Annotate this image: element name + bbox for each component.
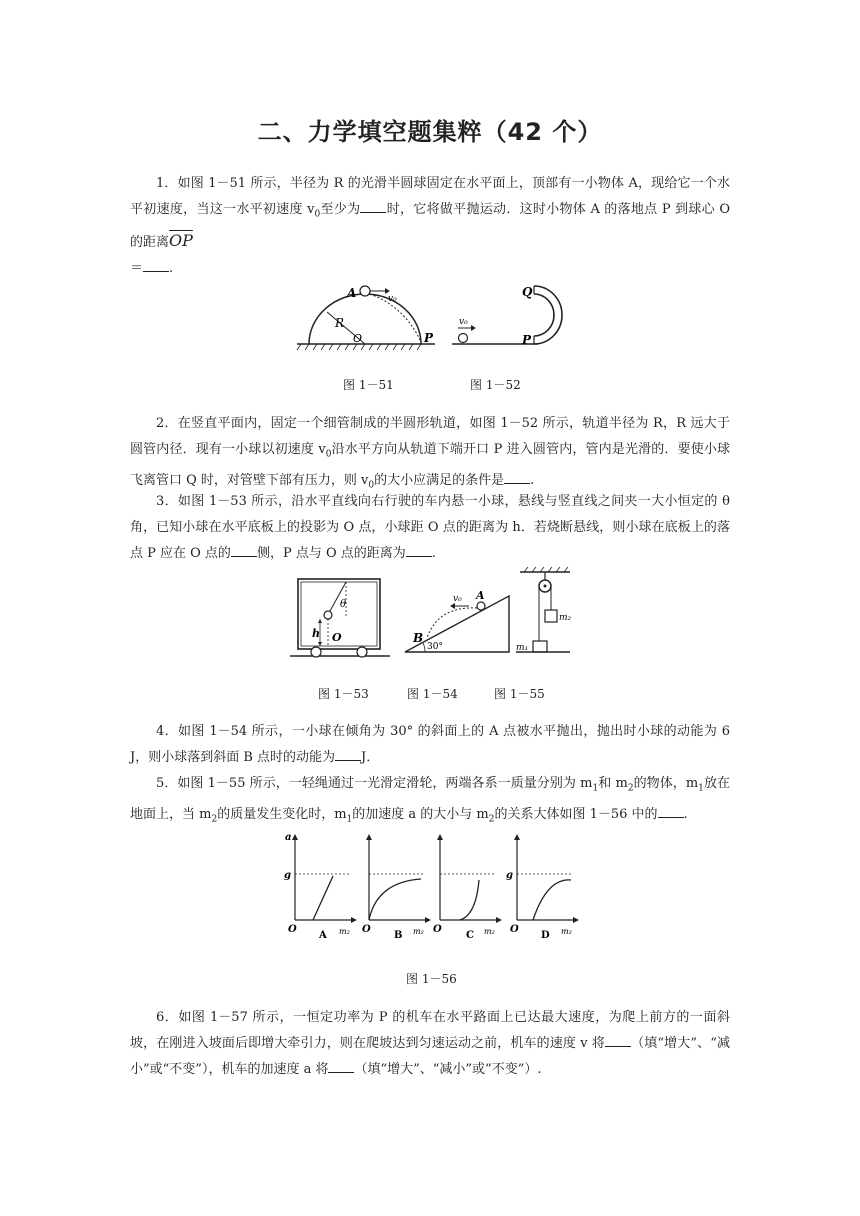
op-symbol: $\overline{OP}$ xyxy=(169,230,193,250)
answer-blank[interactable] xyxy=(335,748,361,761)
axis-a-label: a xyxy=(285,832,292,843)
origin-label: O xyxy=(433,924,442,935)
label-a: A xyxy=(476,589,485,602)
caption-1-54: 图 1－54 xyxy=(407,687,458,701)
label-h: h xyxy=(312,627,320,640)
caption-1-56: 图 1－56 xyxy=(406,972,457,986)
answer-blank[interactable] xyxy=(143,259,169,272)
page-title: 二、力学填空题集粹（42 个） xyxy=(257,118,603,146)
question-3: 3．如图 1－53 所示，沿水平直线向右行驶的车内悬一小球，悬线与竖直线之间夹一大小恒定的 θ 角，已知小球在水平底板上的投影为 O 点，小球距 O 点的距离为 h．若烧断悬线，则小球在底板上的落点 P 应在 O 点的 侧，P 点与 O 点的距离为 . xyxy=(130,494,730,561)
figure-1-52 xyxy=(450,280,580,350)
label-p: P xyxy=(522,333,532,347)
label-m1: m₁ xyxy=(516,643,529,653)
label-o: O xyxy=(332,631,342,644)
answer-blank[interactable] xyxy=(605,1034,631,1047)
label-p: P xyxy=(424,331,434,345)
figure-1-54 xyxy=(403,586,513,656)
origin-label: O xyxy=(510,924,519,935)
origin-label: O xyxy=(362,924,371,935)
label-q: Q xyxy=(522,285,533,299)
figure-1-51 xyxy=(297,282,437,352)
figure-1-55 xyxy=(512,570,572,655)
label-m2: m₂ xyxy=(559,613,572,623)
label-v0: v₀ xyxy=(388,294,397,304)
origin-label: O xyxy=(288,924,297,935)
caption-1-53: 图 1－53 xyxy=(318,687,369,701)
panel-a-label: A xyxy=(319,930,327,941)
answer-blank[interactable] xyxy=(658,805,684,818)
question-5: 5．如图 1－55 所示，一轻绳通过一光滑定滑轮，两端各系一质量分别为 $m_1$和 $m_2$的物体，$m_1$放在地面上，当 $m_2$的质量发生变化时，$m_1$的加速度 a 的大小与 $m_2$的关系大体如图 1－56 中的 . xyxy=(130,776,730,825)
answer-blank[interactable] xyxy=(504,471,530,484)
answer-blank[interactable] xyxy=(406,544,432,557)
label-a: A xyxy=(347,286,357,300)
caption-1-55: 图 1－55 xyxy=(494,687,545,701)
caption-1-52: 图 1－52 xyxy=(470,378,521,392)
label-v0: v₀ xyxy=(459,317,468,327)
panel-b-label: B xyxy=(394,930,403,941)
graph-panel-a xyxy=(283,830,358,940)
question-6: 6．如图 1－57 所示，一恒定功率为 P 的机车在水平路面上已达最大速度，为爬上前方的一面斜坡，在刚进入坡面后即增大牵引力，则在爬坡达到匀速运动之前，机车的速度 v 将 （填“增大”、“减小”或“不变”），机车的加速度 a 将 （填“增大”、“减小”或“不变”）. xyxy=(130,1010,730,1077)
question-2: 2．在竖直平面内，固定一个细管制成的半圆形轨道，如图 1－52 所示，轨道半径为 R，R 远大于圆管内径．现有一小球以初速度 $v_0$沿水平方向从轨道下端开口 P 进入圆管内，管内是光滑的．要使小球飞离管口 Q 时，对管壁下部有压力，则 $v_0$的大小应满足的条件是 . xyxy=(130,416,730,491)
label-theta: θ xyxy=(340,599,347,610)
label-o: O xyxy=(353,332,363,345)
panel-d-label: D xyxy=(541,930,550,941)
label-angle: 30° xyxy=(427,642,443,652)
g-label: g xyxy=(284,870,291,881)
g-label: g xyxy=(506,870,513,881)
graph-panel-b xyxy=(361,830,436,940)
answer-blank[interactable] xyxy=(360,200,386,213)
question-1: 1．如图 1－51 所示，半径为 R 的光滑半圆球固定在水平面上，顶部有一小物体 A，现给它一个水平初速度，当这一水平初速度 $v_0$至少为 时，它将做平抛运动．这时小物体 A 的落地点 P 到球心 O 的距离$\overline{OP}$ ＝ . xyxy=(130,176,730,276)
label-b: B xyxy=(413,631,424,645)
graph-panel-c xyxy=(432,830,507,940)
question-4: 4．如图 1－54 所示，一小球在倾角为 30° 的斜面上的 A 点被水平抛出，抛出时小球的动能为 6 J，则小球落到斜面 B 点时的动能为 J． xyxy=(130,724,730,765)
panel-c-label: C xyxy=(466,930,474,941)
axis-m2-label: m₂ xyxy=(339,927,350,936)
answer-blank[interactable] xyxy=(231,544,257,557)
answer-blank[interactable] xyxy=(328,1060,354,1073)
axis-m2-label: m₂ xyxy=(484,927,495,936)
axis-m2-label: m₂ xyxy=(413,927,424,936)
caption-1-51: 图 1－51 xyxy=(343,378,394,392)
graph-panel-d xyxy=(505,830,580,940)
label-r: R xyxy=(335,316,345,330)
label-v0: v₀ xyxy=(453,594,462,604)
axis-m2-label: m₂ xyxy=(561,927,572,936)
figure-1-53 xyxy=(290,577,390,662)
